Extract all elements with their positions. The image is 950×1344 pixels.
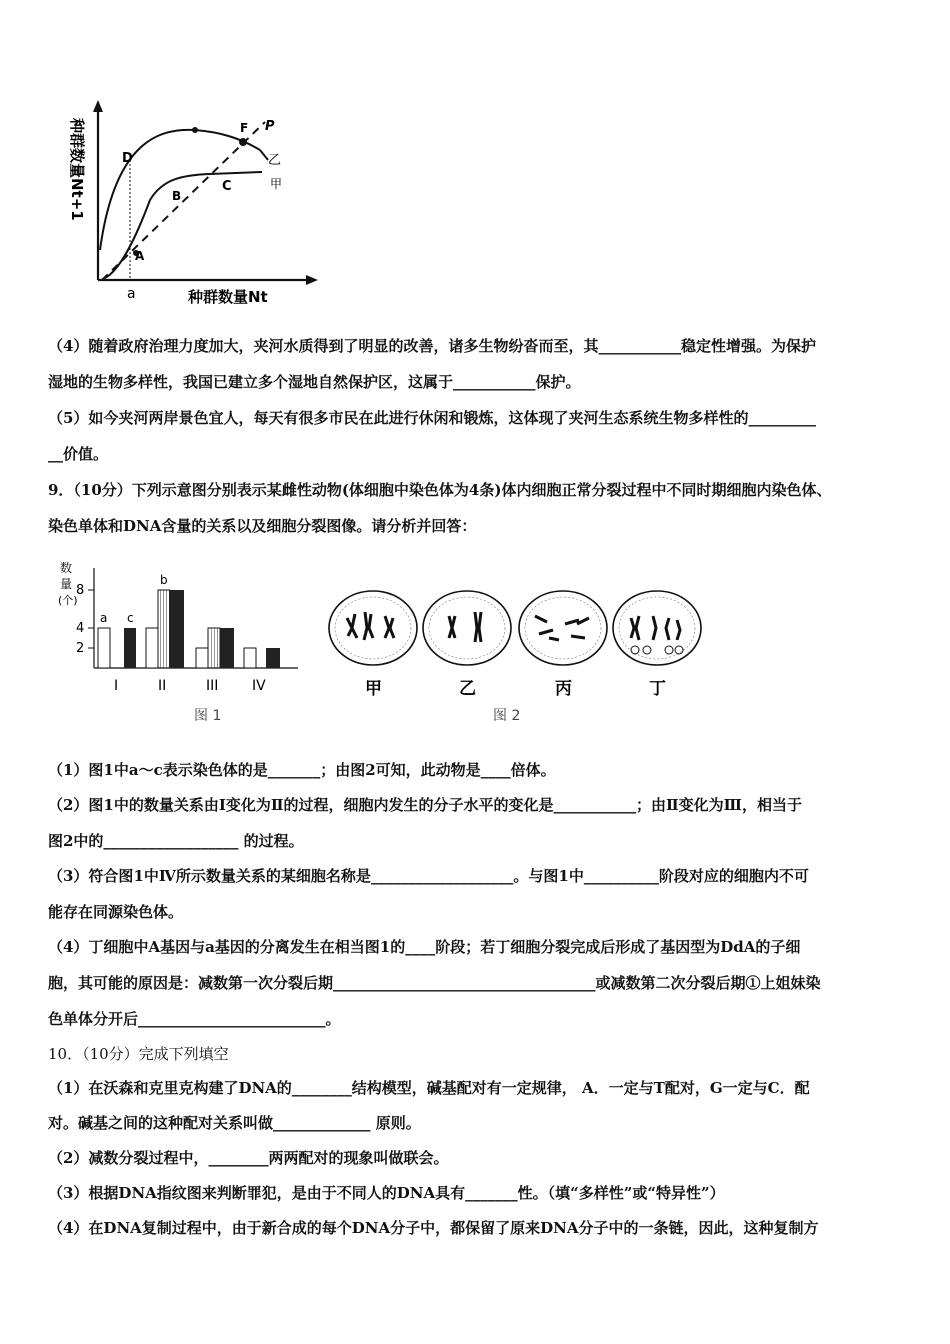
cell-label-jia: 甲: [365, 679, 382, 699]
point-f: [239, 138, 247, 146]
fig2-svg: [325, 588, 705, 728]
q10-s4: （4）在DNA复制过程中，由于新合成的每个DNA分子中，都保留了原来DNA分子中的一条链，因此，这种复制方: [48, 1219, 819, 1237]
q10-s1-line2: 对。碱基之间的这种配对关系叫做_____________ 原则。: [48, 1114, 421, 1132]
fig1-caption: 图 1: [194, 708, 222, 724]
bar-III-a: [196, 648, 208, 668]
bar-II-b: [158, 590, 170, 668]
q8-p5-line2: __价值。: [48, 445, 109, 463]
population-graph-svg: [60, 100, 340, 315]
label-a-low: a: [127, 286, 136, 302]
fig1-ylabel-1: 数: [60, 561, 73, 575]
q9-s2-line2: 图2中的__________________ 的过程。: [48, 832, 304, 850]
dashed-line: [102, 122, 265, 280]
cell-label-bing: 丙: [555, 679, 572, 699]
x-axis-arrow: [306, 275, 318, 285]
cell-bing: [519, 591, 607, 665]
y-axis-label: 种群数量Nt+1: [68, 118, 86, 221]
fig1-bar-label-c: c: [127, 611, 134, 625]
q10-intro: 10．（10分）完成下列填空: [48, 1045, 229, 1063]
label-a-cap: A: [135, 249, 145, 263]
bar-III-c: [220, 628, 234, 668]
fig1-stage-IV: IV: [252, 678, 266, 694]
point-e: [192, 127, 198, 133]
q9-intro-line1: 9．（10分）下列示意图分别表示某雌性动物(体细胞中染色体为4条)体内细胞正常分裂过程中不同时期细胞内染色体、: [48, 481, 832, 499]
label-yi: 乙: [268, 153, 282, 168]
q8-p5-line1: （5）如今夹河两岸景色宜人，每天有很多市民在此进行休闲和锻炼，这体现了夹河生态系统生物多样性的_________: [48, 409, 816, 427]
fig1-ytick-2: 2: [76, 641, 85, 656]
q10-s1-line1: （1）在沃森和克里克构建了DNA的________结构模型，碱基配对有一定规律， A．一定与T配对，G一定与C．配: [48, 1079, 810, 1097]
q10-s3: （3）根据DNA指纹图来判断罪犯，是由于不同人的DNA具有_______性。（填“多样性”或“特异性”）: [48, 1184, 725, 1202]
q10-s2: （2）减数分裂过程中，________两两配对的现象叫做联会。: [48, 1149, 449, 1167]
fig2-cells: [325, 588, 705, 728]
label-jia: 甲: [270, 177, 283, 191]
q9-intro-line2: 染色单体和DNA含量的关系以及细胞分裂图像。请分析并回答：: [48, 517, 477, 535]
label-d: D: [122, 151, 133, 166]
bar-I-a: [98, 628, 110, 668]
label-c: C: [222, 179, 232, 194]
q9-s4-line1: （4）丁细胞中A基因与a基因的分离发生在相当图1的____阶段；若丁细胞分裂完成后形成了基因型为DdA的子细: [48, 938, 801, 956]
fig1-ytick-8: 8: [76, 583, 85, 598]
fig1-ylabel-2: 量: [60, 577, 73, 591]
bar-IV-a: [244, 648, 256, 668]
curve-jia: [105, 172, 262, 278]
fig1-stage-I: I: [114, 678, 119, 694]
bar-I-c: [124, 628, 136, 668]
fig2-caption: 图 2: [493, 708, 521, 724]
fig1-bar-label-b: b: [160, 573, 168, 587]
cell-jia: [329, 591, 417, 665]
cell-ding: [613, 591, 701, 665]
bar-II-a: [146, 628, 158, 668]
cell-label-yi: 乙: [459, 679, 476, 699]
fig1-bar-chart: [58, 558, 308, 728]
q9-s3-line1: （3）符合图1中Ⅳ所示数量关系的某细胞名称是___________________。与图1中__________阶段对应的细胞内不可: [48, 867, 809, 885]
fig1-bar-label-a: a: [100, 611, 108, 625]
bar-II-c: [170, 590, 184, 668]
y-axis-arrow: [93, 100, 103, 112]
label-p: P: [265, 119, 275, 134]
curve-yi-tail: [260, 150, 268, 160]
cell-yi: [423, 591, 511, 665]
q9-s4-line3: 色单体分开后_________________________。: [48, 1010, 341, 1028]
q8-p4-line2: 湿地的生物多样性，我国已建立多个湿地自然保护区，这属于___________保护。: [48, 373, 581, 391]
fig1-ylabel-3: (个): [58, 594, 78, 607]
bar-III-b: [208, 628, 220, 668]
label-f: F: [240, 121, 249, 135]
fig1-svg: [58, 558, 308, 728]
q8-p4-line1: （4）随着政府治理力度加大，夹河水质得到了明显的改善，诸多生物纷沓而至，其___________稳定性增强。为保护: [48, 337, 816, 355]
x-axis-label: 种群数量Nt: [188, 288, 268, 306]
q9-s3-line2: 能存在同源染色体。: [48, 903, 184, 921]
fig1-ytick-4: 4: [76, 621, 85, 636]
bar-IV-c: [266, 648, 280, 668]
q9-s2-line1: （2）图1中的数量关系由Ⅰ变化为Ⅱ的过程，细胞内发生的分子水平的变化是___________；由Ⅱ变化为Ⅲ，相当于: [48, 796, 802, 814]
label-b: B: [172, 189, 182, 203]
q9-s4-line2: 胞，其可能的原因是：减数第一次分裂后期___________________________________或减数第二次分裂后期①上姐妹染: [48, 974, 821, 992]
cell-label-ding: 丁: [649, 679, 666, 699]
q9-s1: （1）图1中a～c表示染色体的是_______；由图2可知，此动物是____倍体。: [48, 761, 556, 779]
fig1-stage-III: III: [206, 678, 219, 694]
fig1-stage-II: II: [158, 678, 167, 694]
population-graph: [60, 100, 340, 315]
